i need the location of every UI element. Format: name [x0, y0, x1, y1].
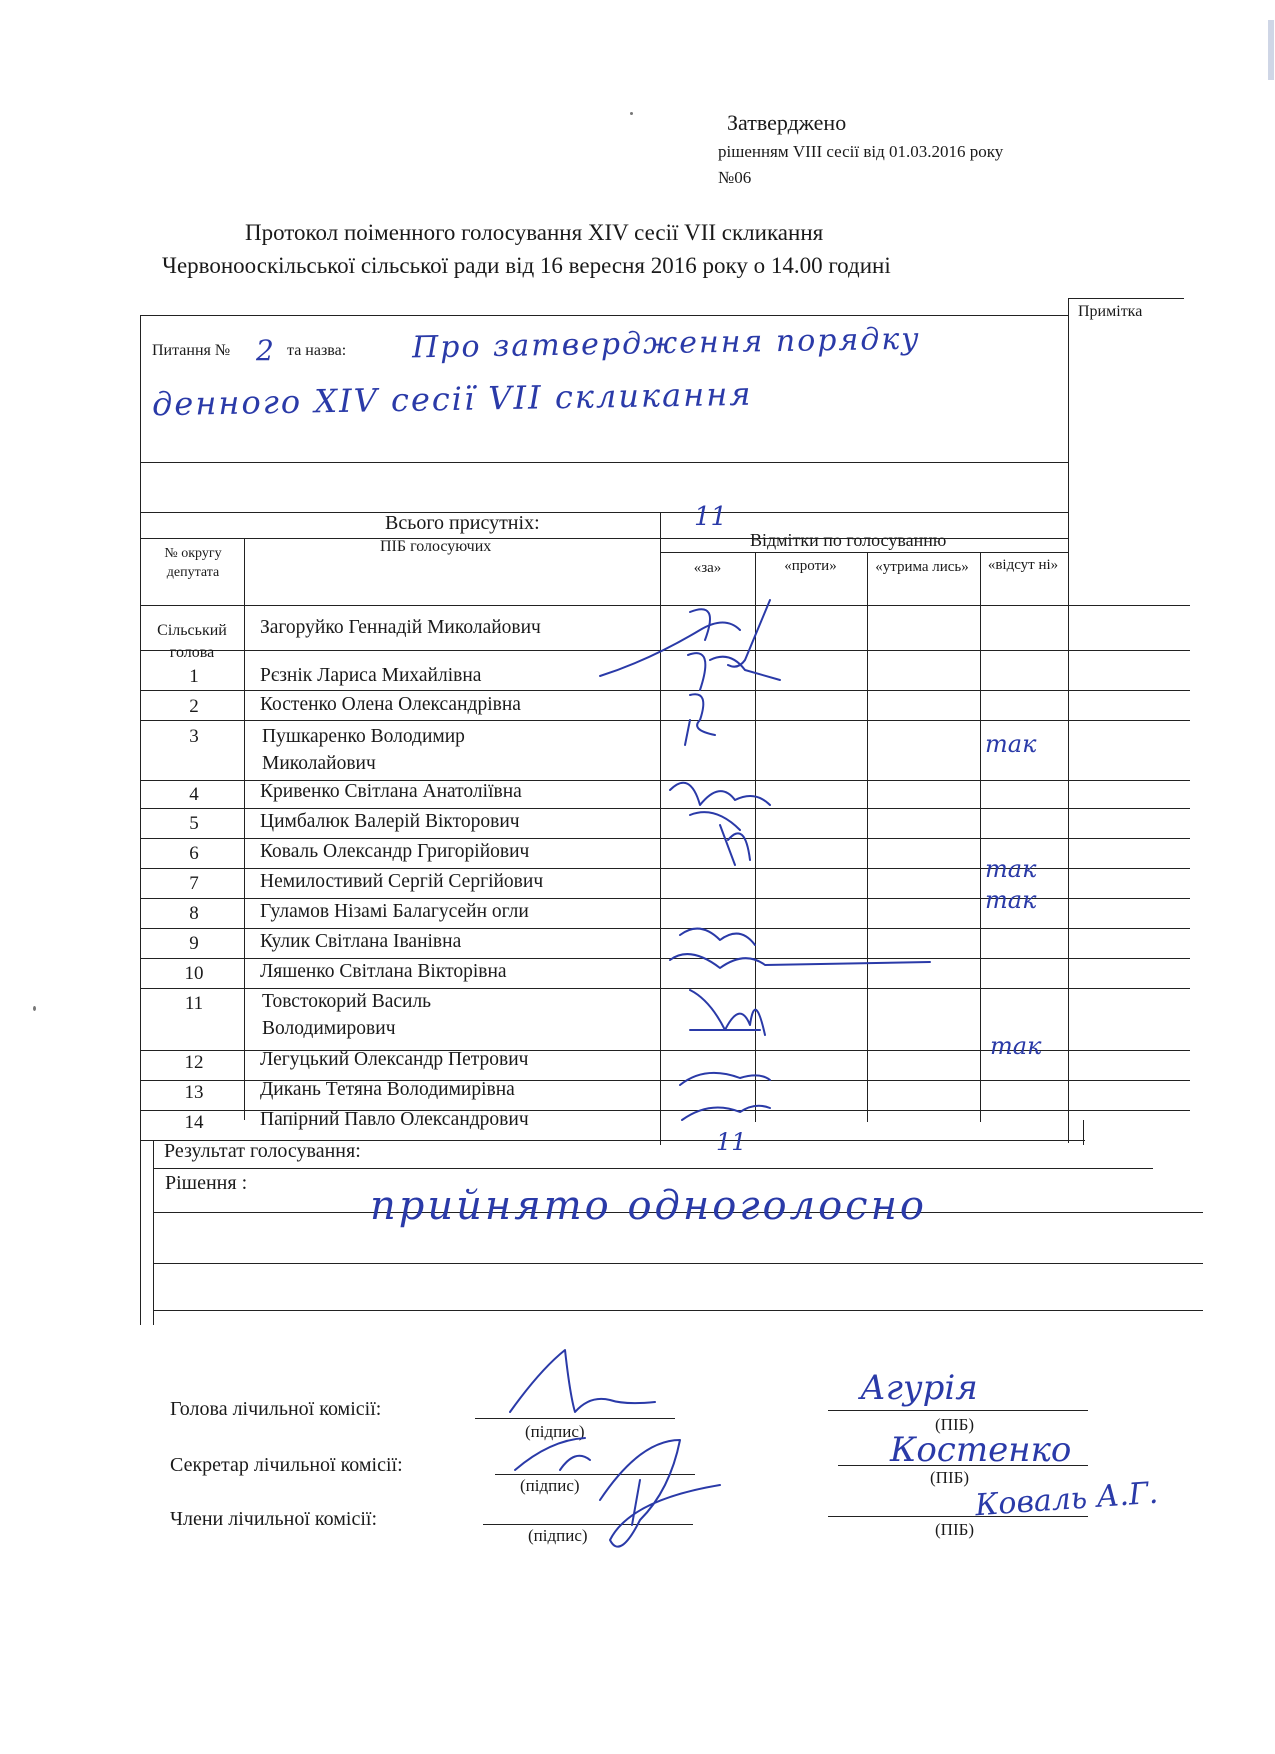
row-2-name: Костенко Олена Олександрівна [260, 694, 521, 715]
row-11-num: 11 [184, 993, 204, 1014]
row-10-num: 10 [184, 963, 204, 984]
col-name-header: ПІБ голосуючих [380, 538, 492, 555]
commission-secretary-name-handwritten: Костенко [890, 1430, 1072, 1470]
commission-chair-name-caption: (ПІБ) [935, 1415, 975, 1434]
question-text-handwritten-1: Про затвердження порядку [411, 321, 921, 366]
commission-members-name-handwritten: Коваль А.Г. [974, 1475, 1160, 1524]
row-12-num: 12 [184, 1052, 204, 1073]
present-label: Всього присутніх: [385, 512, 540, 534]
col-against-header: «проти» [784, 558, 837, 574]
scan-speck [33, 1006, 36, 1011]
decision-label: Рішення : [165, 1172, 248, 1194]
protocol-title: Протокол поіменного голосування XIV сесії VII скликання [245, 220, 824, 245]
row-8-name: Гуламов Нізамі Балагусейн огли [260, 901, 529, 922]
commission-secretary-label: Секретар лічильної комісії: [170, 1454, 403, 1476]
result-value-handwritten: 11 [716, 1128, 747, 1156]
row-4-name: Кривенко Світлана Анатоліївна [260, 781, 522, 802]
row-1-name: Рєзнік Лариса Михайлівна [260, 665, 482, 686]
question-number-handwritten: 2 [256, 334, 274, 367]
col-absent-header: «відсут ні» [987, 557, 1059, 573]
row-14-num: 14 [184, 1112, 204, 1133]
scan-speck [630, 112, 633, 115]
col-marks-header: Відмітки по голосуванню [750, 530, 947, 550]
row-1-num: 1 [189, 666, 199, 687]
decision-value-handwritten: прийнято одноголосно [370, 1183, 927, 1229]
row-5-name: Цимбалюк Валерій Вікторович [260, 811, 520, 832]
commission-secretary-sign-caption: (підпис) [520, 1476, 580, 1495]
approval-decision: рішенням VIII сесії від 01.03.2016 року [718, 142, 1004, 161]
row-8-num: 8 [189, 903, 199, 924]
question-text-handwritten-2: денного XIV сесії VII скликання [151, 374, 753, 424]
row-7-absent-mark: так [985, 855, 1037, 883]
result-label: Результат голосування: [164, 1140, 361, 1162]
commission-members-label: Члени лічильної комісії: [170, 1508, 378, 1530]
col-abstain-header: «утрима лись» [875, 559, 969, 575]
row-0-name: Загоруйко Геннадій Миколайович [260, 617, 541, 638]
scan-speck [1268, 20, 1274, 80]
protocol-subtitle: Червонооскільської сільської ради від 16 вересня 2016 року о 14.00 годині [162, 253, 891, 278]
row-0-num: Сільський голова [157, 622, 227, 661]
row-9-name: Кулик Світлана Іванівна [260, 931, 462, 952]
commission-members-name-caption: (ПІБ) [935, 1520, 975, 1539]
row-7-num: 7 [189, 873, 199, 894]
approval-number: №06 [718, 168, 752, 187]
row-14-name: Папірний Павло Олександрович [260, 1109, 529, 1130]
col-for-header: «за» [693, 560, 722, 576]
present-value-handwritten: 11 [694, 502, 728, 532]
row-3-name: Пушкаренко Володимир Миколайович [262, 726, 465, 774]
commission-members-sign-caption: (підпис) [528, 1526, 588, 1545]
question-number-label: Питання № [152, 342, 231, 359]
row-2-num: 2 [189, 696, 199, 717]
row-6-num: 6 [189, 843, 199, 864]
row-9-num: 9 [189, 933, 199, 954]
col-district-header: № округу депутата [164, 546, 222, 580]
question-name-label: та назва: [287, 342, 347, 359]
row-3-num: 3 [189, 726, 199, 747]
row-13-name: Дикань Тетяна Володимирівна [260, 1079, 515, 1100]
approval-title: Затверджено [727, 110, 847, 135]
commission-chair-label: Голова лічильної комісії: [170, 1398, 382, 1420]
commission-chair-name-handwritten: Агурія [860, 1368, 978, 1408]
row-10-name: Ляшенко Світлана Вікторівна [260, 961, 507, 982]
note-header: Примітка [1078, 303, 1143, 320]
row-13-num: 13 [184, 1082, 204, 1103]
commission-chair-sign-caption: (підпис) [525, 1422, 585, 1441]
row-5-num: 5 [189, 813, 199, 834]
row-8-absent-mark: так [985, 886, 1037, 914]
row-12-absent-mark: так [990, 1032, 1042, 1060]
row-11-name: Товстокорий Василь Володимирович [262, 991, 432, 1039]
row-12-name: Легуцький Олександр Петрович [260, 1049, 529, 1070]
row-3-absent-mark: так [985, 730, 1037, 758]
row-6-name: Коваль Олександр Григорійович [260, 841, 530, 862]
row-4-num: 4 [189, 784, 199, 805]
row-7-name: Немилостивий Сергій Сергійович [260, 871, 544, 892]
commission-secretary-name-caption: (ПІБ) [930, 1468, 970, 1487]
